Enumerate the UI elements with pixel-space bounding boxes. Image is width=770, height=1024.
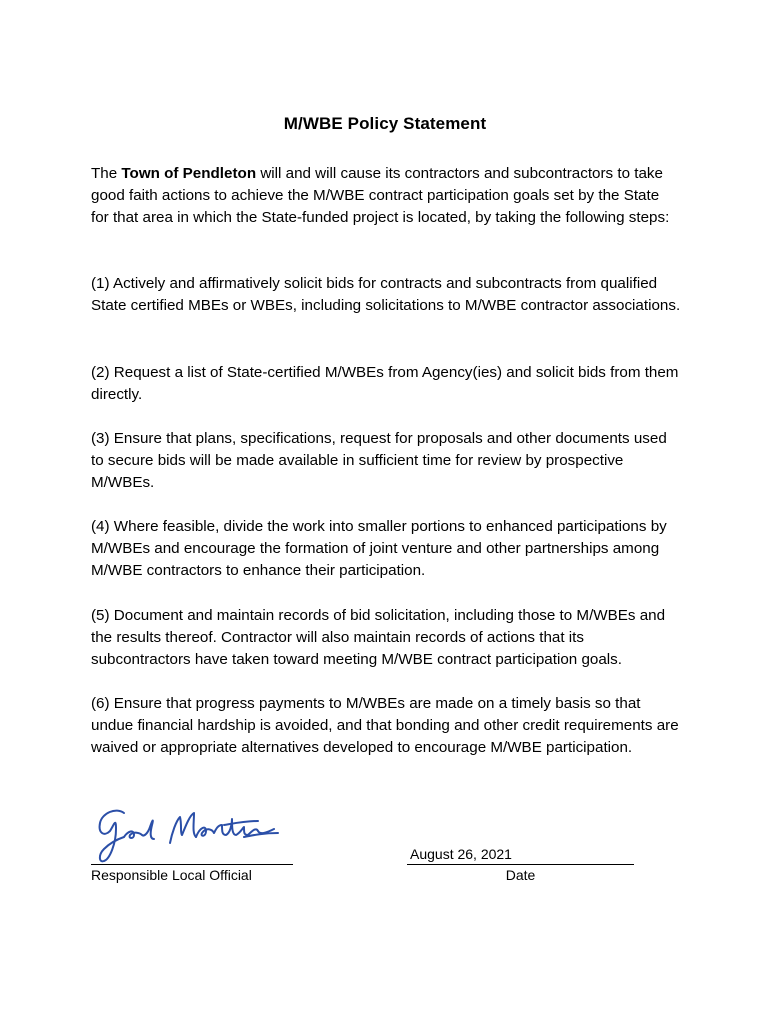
document-title: M/WBE Policy Statement — [283, 114, 487, 133]
intro-paragraph — [91, 163, 681, 229]
signature-line — [91, 864, 293, 865]
date-line — [407, 864, 634, 865]
handwritten-signature — [94, 803, 284, 865]
step-6-paragraph: (6) Ensure that progress payments to M/WBEs are made on a timely basis so that undue financial hardship is avoided, and that bonding and other credit requirements are waived or appropriate alternatives developed to encourage M/WBE participation. — [91, 695, 679, 756]
step-5-paragraph: (5) Document and maintain records of bid solicitation, including those to M/WBEs and the results thereof. Contractor will also maintain records of actions that its subcontractors have taken toward meeting M/WBE contract participation goals. — [91, 607, 666, 668]
date-value: August 26, 2021 — [410, 846, 512, 862]
official-label: Responsible Local Official — [91, 867, 252, 883]
intro-lead: The — [91, 165, 122, 182]
step-2-paragraph: (2) Request a list of State-certified M/WBEs from Agency(ies) and solicit bids from them directly. — [91, 364, 679, 403]
step-1-paragraph: (1) Actively and affirmatively solicit bids for contracts and subcontracts from qualified State certified MBEs or WBEs, including solicitations to M/WBE contractor associations. — [91, 275, 681, 314]
intro-rest: will and will cause its contractors and subcontractors to take good faith actions to achieve the M/WBE contract participation goals set by the State for that area in which the State-funded project is located, by taking the following steps: — [91, 165, 670, 226]
step-3-paragraph: (3) Ensure that plans, specifications, request for proposals and other documents used to secure bids will be made available in sufficient time for review by prospective M/WBEs. — [91, 430, 667, 491]
date-label: Date — [505, 867, 536, 883]
entity-name: Town of Pendleton — [121, 165, 257, 182]
step-4-paragraph: (4) Where feasible, divide the work into smaller portions to enhanced participations by M/WBEs and encourage the formation of joint venture and other partnerships among M/WBE contractors to enhance their participation. — [91, 518, 667, 579]
